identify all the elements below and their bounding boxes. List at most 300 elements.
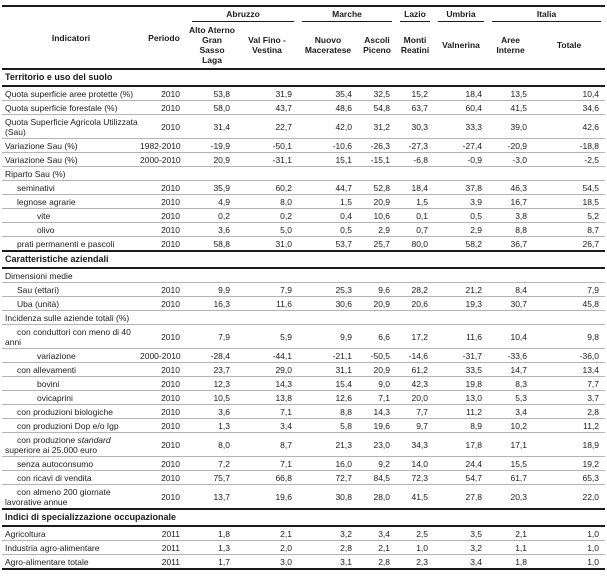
value-cell: 13,8 — [236, 391, 298, 405]
value-cell: 42,0 — [298, 115, 358, 139]
value-cell: 58,0 — [188, 101, 236, 115]
value-cell: 11,2 — [533, 419, 605, 433]
value-cell: 14,0 — [396, 457, 434, 471]
value-cell: 1,1 — [488, 541, 533, 555]
value-cell: 63,7 — [396, 101, 434, 115]
value-cell: 17,2 — [396, 325, 434, 349]
indicator-label: con produzioni Dop e/o Igp — [2, 419, 140, 433]
period-cell: 2010 — [140, 457, 188, 471]
value-cell: -28,4 — [188, 349, 236, 363]
indicator-label: Quota superficie forestale (%) — [2, 101, 140, 115]
indicator-label: Agricoltura — [2, 526, 140, 541]
value-cell: 9,9 — [298, 325, 358, 349]
table-row — [2, 86, 605, 101]
value-cell: 3,4 — [488, 405, 533, 419]
value-cell: 61,7 — [488, 471, 533, 485]
value-cell: 54,8 — [358, 101, 396, 115]
table-row — [2, 167, 605, 181]
value-cell: 3,4 — [434, 555, 488, 570]
value-cell: 8,0 — [236, 195, 298, 209]
value-cell: 7,9 — [188, 325, 236, 349]
area-column-header: Alto Aterno Gran Sasso Laga — [189, 25, 235, 65]
table-row — [2, 237, 605, 252]
value-cell: 60,2 — [236, 181, 298, 195]
value-cell: 80,0 — [396, 237, 434, 252]
value-cell: 3,6 — [188, 405, 236, 419]
value-cell: 17,8 — [434, 433, 488, 457]
indicator-label: con almeno 200 giornate lavorative annue — [2, 485, 140, 510]
table-row — [2, 363, 605, 377]
period-cell: 2010 — [140, 297, 188, 311]
table-row — [2, 526, 605, 541]
value-cell: 19,2 — [533, 457, 605, 471]
value-cell: 31,2 — [358, 115, 396, 139]
value-cell: 54,5 — [533, 181, 605, 195]
table-row — [2, 349, 605, 363]
value-cell: 48,6 — [298, 101, 358, 115]
value-cell: 4,9 — [188, 195, 236, 209]
value-cell: 60,4 — [434, 101, 488, 115]
value-cell: 2,9 — [434, 223, 488, 237]
value-cell: 20,3 — [488, 485, 533, 510]
period-cell: 2010 — [140, 471, 188, 485]
value-cell: 12,6 — [298, 391, 358, 405]
indicator-label: Variazione Sau (%) — [2, 153, 140, 167]
value-cell: 19,6 — [358, 419, 396, 433]
value-cell: 3,7 — [533, 391, 605, 405]
value-cell: 43,7 — [236, 101, 298, 115]
value-cell: 9,7 — [396, 419, 434, 433]
value-cell: 2,0 — [236, 541, 298, 555]
table-row — [2, 115, 605, 139]
value-cell: 30,7 — [488, 297, 533, 311]
indicator-label: legnose agrarie — [2, 195, 140, 209]
value-cell: 8,0 — [188, 433, 236, 457]
value-cell: 2,1 — [358, 541, 396, 555]
value-cell: 3,4 — [358, 526, 396, 541]
value-cell: 66,8 — [236, 471, 298, 485]
value-cell: 3,9 — [434, 195, 488, 209]
value-cell: 58,2 — [434, 237, 488, 252]
period-cell: 2010 — [140, 405, 188, 419]
area-column-header: Totale — [556, 40, 582, 50]
table-row — [2, 69, 605, 86]
table-row — [2, 541, 605, 555]
period-cell: 2010 — [140, 325, 188, 349]
value-cell: 2,3 — [396, 555, 434, 570]
period-cell: 1982-2010 — [140, 139, 188, 153]
indicator-label: olivo — [2, 223, 140, 237]
value-cell: 9,0 — [358, 377, 396, 391]
value-cell: 3,8 — [488, 209, 533, 223]
value-cell: 22,0 — [533, 485, 605, 510]
period-cell: 2010 — [140, 223, 188, 237]
value-cell: 27,8 — [434, 485, 488, 510]
period-cell: 2010 — [140, 433, 188, 457]
value-cell: -19,9 — [188, 139, 236, 153]
value-cell: 14,3 — [358, 405, 396, 419]
value-cell: 0,5 — [434, 209, 488, 223]
value-cell: 7,2 — [188, 457, 236, 471]
indicator-label: senza autoconsumo — [2, 457, 140, 471]
value-cell: 8,7 — [236, 433, 298, 457]
value-cell: 2,5 — [396, 526, 434, 541]
value-cell: 30,3 — [396, 115, 434, 139]
indicator-label: Quota Superficie Agricola Utilizzata (Sau) — [2, 115, 140, 139]
indicator-label: Sau (ettari) — [2, 283, 140, 297]
period-cell: 2010 — [140, 283, 188, 297]
value-cell: 84,5 — [358, 471, 396, 485]
period-cell: 2011 — [140, 555, 188, 570]
value-cell: 3,4 — [236, 419, 298, 433]
table-header — [2, 6, 605, 69]
value-cell: 3,2 — [434, 541, 488, 555]
value-cell: 10,6 — [358, 209, 396, 223]
value-cell: 31,0 — [236, 237, 298, 252]
table-row — [2, 405, 605, 419]
period-cell: 2010 — [140, 237, 188, 252]
value-cell: 46,3 — [488, 181, 533, 195]
value-cell: -26,3 — [358, 139, 396, 153]
value-cell: 8,3 — [488, 377, 533, 391]
area-column-header: Monti Reatini — [400, 35, 430, 55]
indicator-label: Quota superficie aree protette (%) — [2, 86, 140, 101]
value-cell: 1,3 — [188, 419, 236, 433]
table-row — [2, 283, 605, 297]
value-cell: -50,1 — [236, 139, 298, 153]
table-row — [2, 325, 605, 349]
value-cell: 15,5 — [488, 457, 533, 471]
table-row — [2, 485, 605, 510]
indicator-label: con allevamenti — [2, 363, 140, 377]
table-row — [2, 377, 605, 391]
table-row — [2, 139, 605, 153]
value-cell: 13,5 — [488, 86, 533, 101]
value-cell: 7,7 — [533, 377, 605, 391]
value-cell: 7,1 — [358, 391, 396, 405]
region-group-header: Lazio — [396, 6, 434, 22]
value-cell: 18,4 — [396, 181, 434, 195]
table-row — [2, 311, 605, 325]
value-cell: 6,6 — [358, 325, 396, 349]
value-cell: 29,0 — [236, 363, 298, 377]
value-cell: -2,5 — [533, 153, 605, 167]
value-cell: 16,0 — [298, 457, 358, 471]
value-cell: 11,6 — [236, 297, 298, 311]
value-cell: 1,8 — [188, 526, 236, 541]
value-cell: 25,7 — [358, 237, 396, 252]
value-cell: 19,6 — [236, 485, 298, 510]
value-cell: 8,7 — [533, 223, 605, 237]
table-row — [2, 101, 605, 115]
value-cell: 8,8 — [488, 223, 533, 237]
value-cell: 20,0 — [396, 391, 434, 405]
value-cell: 10,4 — [488, 325, 533, 349]
value-cell: 11,2 — [434, 405, 488, 419]
value-cell: 30,8 — [298, 485, 358, 510]
value-cell: 8,4 — [488, 283, 533, 297]
table-row — [2, 209, 605, 223]
row-group-label: Incidenza sulle aziende totali (%) — [2, 311, 605, 325]
value-cell: 1,5 — [396, 195, 434, 209]
value-cell: 20,9 — [188, 153, 236, 167]
value-cell: 65,3 — [533, 471, 605, 485]
value-cell: 8,9 — [434, 419, 488, 433]
value-cell: 9,9 — [188, 283, 236, 297]
value-cell: 7,9 — [533, 283, 605, 297]
table-row — [2, 419, 605, 433]
value-cell: 2,9 — [358, 223, 396, 237]
indicator-label: Variazione Sau (%) — [2, 139, 140, 153]
value-cell: 9,2 — [358, 457, 396, 471]
value-cell: -31,7 — [434, 349, 488, 363]
value-cell: -14,6 — [396, 349, 434, 363]
value-cell: 5,2 — [533, 209, 605, 223]
table-row — [2, 181, 605, 195]
value-cell: 1,8 — [488, 555, 533, 570]
table-row — [2, 195, 605, 209]
value-cell: 3,5 — [434, 526, 488, 541]
value-cell: 32,5 — [358, 86, 396, 101]
value-cell: 26,7 — [533, 237, 605, 252]
indicator-label: ovicaprini — [2, 391, 140, 405]
value-cell: 15,4 — [298, 377, 358, 391]
value-cell: -36,0 — [533, 349, 605, 363]
indicator-label: seminativi — [2, 181, 140, 195]
col-header-indicatori: Indicatori — [51, 32, 91, 43]
area-column-header: Val Fino - Vestina — [248, 35, 286, 55]
value-cell: 33,3 — [434, 115, 488, 139]
value-cell: 7,1 — [236, 405, 298, 419]
value-cell: 52,8 — [358, 181, 396, 195]
indicator-label: con ricavi di vendita — [2, 471, 140, 485]
value-cell: 35,9 — [188, 181, 236, 195]
period-cell: 2010 — [140, 363, 188, 377]
value-cell: 37,8 — [434, 181, 488, 195]
value-cell: 34,3 — [396, 433, 434, 457]
value-cell: 15,1 — [298, 153, 358, 167]
value-cell: -15,1 — [358, 153, 396, 167]
value-cell: 54,7 — [434, 471, 488, 485]
value-cell: 20,9 — [358, 195, 396, 209]
value-cell: 12,3 — [188, 377, 236, 391]
indicator-label: vite — [2, 209, 140, 223]
period-cell: 2010 — [140, 115, 188, 139]
period-cell: 2010 — [140, 181, 188, 195]
indicator-label: Industria agro-alimentare — [2, 541, 140, 555]
value-cell: -20,9 — [488, 139, 533, 153]
value-cell: 24,4 — [434, 457, 488, 471]
value-cell: 10,2 — [488, 419, 533, 433]
area-column-header: Aree Interne — [496, 35, 525, 55]
section-header: Caratteristiche aziendali — [2, 251, 605, 268]
value-cell: 18,4 — [434, 86, 488, 101]
value-cell: 3,2 — [298, 526, 358, 541]
indicator-label: prati permanenti e pascoli — [2, 237, 140, 252]
table-row — [2, 223, 605, 237]
area-column-header: Valnerina — [442, 40, 480, 50]
value-cell: 42,6 — [533, 115, 605, 139]
value-cell: 23,7 — [188, 363, 236, 377]
value-cell: 28,2 — [396, 283, 434, 297]
value-cell: -3,0 — [488, 153, 533, 167]
value-cell: 18,9 — [533, 433, 605, 457]
value-cell: 1,3 — [188, 541, 236, 555]
value-cell: 3,1 — [298, 555, 358, 570]
value-cell: 0,2 — [188, 209, 236, 223]
value-cell: 9,6 — [358, 283, 396, 297]
value-cell: -44,1 — [236, 349, 298, 363]
value-cell: 41,5 — [396, 485, 434, 510]
value-cell: 10,5 — [188, 391, 236, 405]
value-cell: 10,4 — [533, 86, 605, 101]
value-cell: -6,8 — [396, 153, 434, 167]
value-cell: 2,1 — [236, 526, 298, 541]
value-cell: 30,6 — [298, 297, 358, 311]
period-cell: 2011 — [140, 526, 188, 541]
table-row — [2, 153, 605, 167]
value-cell: 15,2 — [396, 86, 434, 101]
value-cell: 1,0 — [533, 541, 605, 555]
value-cell: 3,0 — [236, 555, 298, 570]
value-cell: 2,8 — [298, 541, 358, 555]
value-cell: 17,1 — [488, 433, 533, 457]
value-cell: 44,7 — [298, 181, 358, 195]
value-cell: 42,3 — [396, 377, 434, 391]
period-cell: 2010 — [140, 209, 188, 223]
value-cell: 33,5 — [434, 363, 488, 377]
value-cell: 28,0 — [358, 485, 396, 510]
value-cell: 1,0 — [533, 555, 605, 570]
value-cell: -10,6 — [298, 139, 358, 153]
value-cell: 13,7 — [188, 485, 236, 510]
value-cell: 2,8 — [533, 405, 605, 419]
value-cell: -31,1 — [236, 153, 298, 167]
value-cell: 5,3 — [488, 391, 533, 405]
period-cell: 2010 — [140, 485, 188, 510]
table-row — [2, 391, 605, 405]
value-cell: -0,9 — [434, 153, 488, 167]
indicator-label: con produzioni biologiche — [2, 405, 140, 419]
value-cell: 3,6 — [188, 223, 236, 237]
value-cell: 39,0 — [488, 115, 533, 139]
value-cell: 2,8 — [358, 555, 396, 570]
value-cell: 53,7 — [298, 237, 358, 252]
region-group-row — [2, 6, 605, 22]
value-cell: 5,8 — [298, 419, 358, 433]
period-cell: 2010 — [140, 419, 188, 433]
value-cell: 21,2 — [434, 283, 488, 297]
value-cell: -21,1 — [298, 349, 358, 363]
area-column-header: Ascoli Piceno — [363, 35, 391, 55]
indicators-table — [2, 5, 605, 570]
indicator-label: con produzione standard superiore ai 25.000 euro — [2, 433, 140, 457]
value-cell: 1,5 — [298, 195, 358, 209]
value-cell: 0,7 — [396, 223, 434, 237]
value-cell: 5,9 — [236, 325, 298, 349]
value-cell: 22,7 — [236, 115, 298, 139]
value-cell: 16,7 — [488, 195, 533, 209]
value-cell: 31,9 — [236, 86, 298, 101]
value-cell: 58,8 — [188, 237, 236, 252]
value-cell: 2,1 — [488, 526, 533, 541]
value-cell: 7,7 — [396, 405, 434, 419]
value-cell: 41,5 — [488, 101, 533, 115]
value-cell: 34,6 — [533, 101, 605, 115]
value-cell: 14,7 — [488, 363, 533, 377]
value-cell: 16,3 — [188, 297, 236, 311]
value-cell: 0,2 — [236, 209, 298, 223]
period-cell: 2010 — [140, 86, 188, 101]
value-cell: -50,5 — [358, 349, 396, 363]
value-cell: -27,4 — [434, 139, 488, 153]
table-row — [2, 457, 605, 471]
col-header-periodo: Periodo — [148, 32, 180, 43]
value-cell: -18,8 — [533, 139, 605, 153]
value-cell: 0,4 — [298, 209, 358, 223]
period-cell: 2010 — [140, 101, 188, 115]
value-cell: 13,4 — [533, 363, 605, 377]
value-cell: 5,0 — [236, 223, 298, 237]
value-cell: -33,6 — [488, 349, 533, 363]
period-cell: 2010 — [140, 195, 188, 209]
value-cell: 31,1 — [298, 363, 358, 377]
table-row — [2, 251, 605, 268]
value-cell: 19,8 — [434, 377, 488, 391]
table-body — [2, 69, 605, 569]
indicator-label: Uba (unità) — [2, 297, 140, 311]
value-cell: 13,0 — [434, 391, 488, 405]
period-cell: 2010 — [140, 391, 188, 405]
indicator-label: Agro-alimentare totale — [2, 555, 140, 570]
value-cell: 21,3 — [298, 433, 358, 457]
value-cell: 1,0 — [533, 526, 605, 541]
section-header: Territorio e uso del suolo — [2, 69, 605, 86]
row-group-label: Dimensioni medie — [2, 268, 605, 283]
value-cell: 0,5 — [298, 223, 358, 237]
row-group-label: Riparto Sau (%) — [2, 167, 605, 181]
value-cell: 20,9 — [358, 363, 396, 377]
value-cell: 53,8 — [188, 86, 236, 101]
value-cell: 72,7 — [298, 471, 358, 485]
period-cell: 2000-2010 — [140, 349, 188, 363]
value-cell: 19,3 — [434, 297, 488, 311]
value-cell: 18,5 — [533, 195, 605, 209]
period-cell: 2011 — [140, 541, 188, 555]
table-row — [2, 509, 605, 526]
value-cell: 36,7 — [488, 237, 533, 252]
value-cell: 7,9 — [236, 283, 298, 297]
value-cell: 1,7 — [188, 555, 236, 570]
value-cell: 72,3 — [396, 471, 434, 485]
value-cell: 7,1 — [236, 457, 298, 471]
value-cell: 45,8 — [533, 297, 605, 311]
value-cell: 14,3 — [236, 377, 298, 391]
value-cell: 35,4 — [298, 86, 358, 101]
table-row — [2, 268, 605, 283]
region-group-header: Umbria — [434, 6, 488, 22]
value-cell: 1,0 — [396, 541, 434, 555]
value-cell: 61,2 — [396, 363, 434, 377]
indicator-label: variazione — [2, 349, 140, 363]
period-cell: 2010 — [140, 377, 188, 391]
value-cell: 31,4 — [188, 115, 236, 139]
value-cell: 11,6 — [434, 325, 488, 349]
value-cell: 9,8 — [533, 325, 605, 349]
table-row — [2, 471, 605, 485]
value-cell: 25,3 — [298, 283, 358, 297]
indicator-label: con conduttori con meno di 40 anni — [2, 325, 140, 349]
